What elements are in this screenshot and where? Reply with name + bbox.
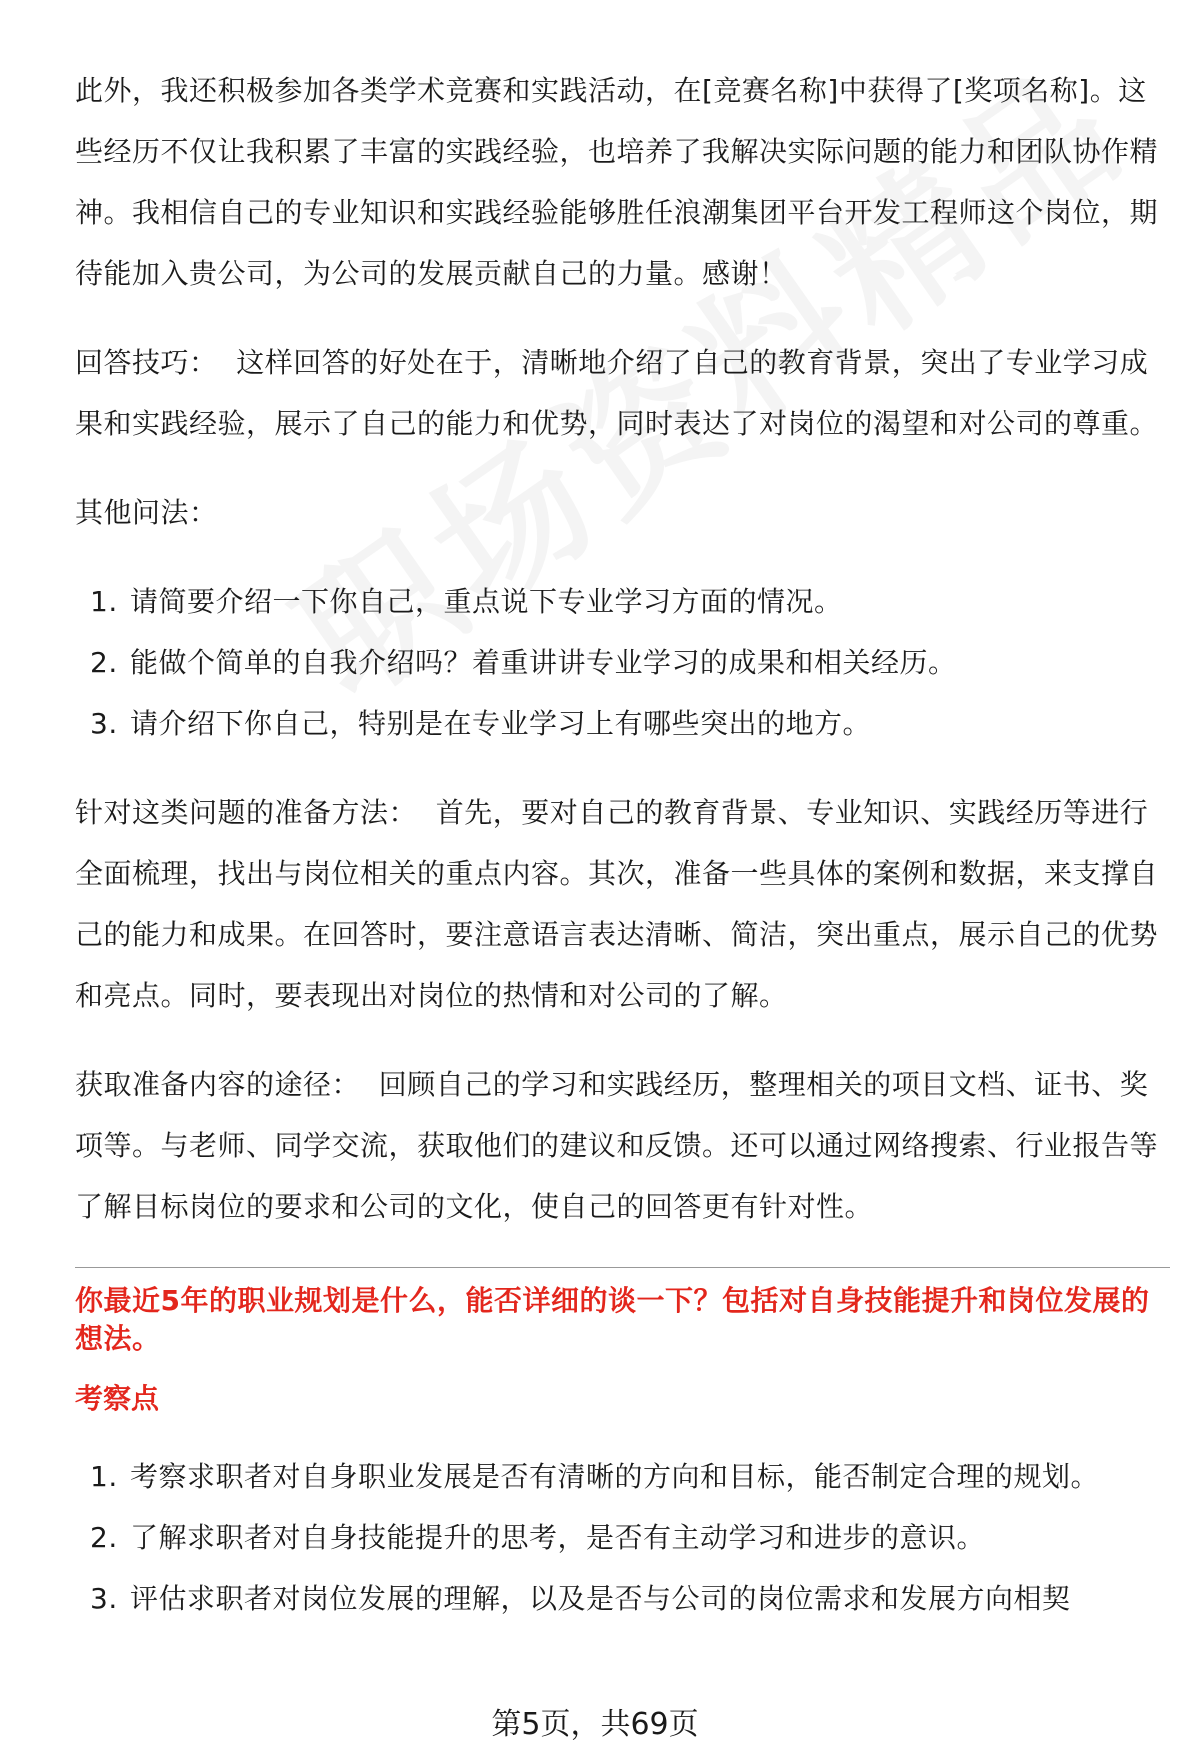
paragraph-intro-ending: 此外，我还积极参加各类学术竞赛和实践活动，在[竞赛名称]中获得了[奖项名称]。这些经历不仅让我积累了丰富的实践经验，也培养了我解决实际问题的能力和团队协作精神。我相信自己的专业知识和实践经验能够胜任浪潮集团平台开发工程师这个岗位，期待能加入贵公司，为公司的发展贡献自己的力量。感谢！ bbox=[75, 74, 1159, 290]
list-item-text: 请介绍下你自己，特别是在专业学习上有哪些突出的地方。 bbox=[130, 707, 872, 740]
page-number-footer: 第5页，共69页 bbox=[491, 1707, 699, 1742]
list-item-number: 2. bbox=[90, 1521, 118, 1554]
list-item-number: 1. bbox=[90, 1460, 118, 1493]
paragraph-preparation-method: 针对这类问题的准备方法： 首先，要对自己的教育背景、专业知识、实践经历等进行全面梳理，找出与岗位相关的重点内容。其次，准备一些具体的案例和数据，来支撑自己的能力和成果。在回答时，要注意语言表达清晰、简洁，突出重点，展示自己的优势和亮点。同时，要表现出对岗位的热情和对公司的了解。 bbox=[75, 796, 1159, 1012]
list-item-number: 1. bbox=[90, 585, 118, 618]
question-heading: 你最近5年的职业规划是什么，能否详细的谈一下？包括对自身技能提升和岗位发展的想法。 bbox=[75, 1284, 1150, 1355]
list-item-text: 了解求职者对自身技能提升的思考，是否有主动学习和进步的意识。 bbox=[130, 1521, 986, 1554]
paragraph-answer-tips: 回答技巧： 这样回答的好处在于，清晰地介绍了自己的教育背景，突出了专业学习成果和实践经验，展示了自己的能力和优势，同时表达了对岗位的渴望和对公司的尊重。 bbox=[75, 346, 1159, 440]
list-item-number: 3. bbox=[90, 1582, 118, 1615]
list-item bbox=[75, 632, 1175, 693]
other-questions-list bbox=[75, 571, 1175, 754]
list-item bbox=[75, 1507, 1175, 1568]
section-title-key-points: 考察点 bbox=[75, 1382, 160, 1415]
section-divider bbox=[75, 1267, 1170, 1268]
list-item-number: 3. bbox=[90, 707, 118, 740]
paragraph-preparation-sources: 获取准备内容的途径： 回顾自己的学习和实践经历，整理相关的项目文档、证书、奖项等。与老师、同学交流，获取他们的建议和反馈。还可以通过网络搜索、行业报告等了解目标岗位的要求和公司的文化，使自己的回答更有针对性。 bbox=[75, 1068, 1159, 1223]
key-points-list bbox=[75, 1446, 1175, 1629]
list-item-text: 评估求职者对岗位发展的理解，以及是否与公司的岗位需求和发展方向相契 bbox=[130, 1582, 1071, 1615]
list-item bbox=[75, 693, 1175, 754]
list-item-number: 2. bbox=[90, 646, 118, 679]
page-content bbox=[75, 60, 1175, 1657]
list-item-text: 考察求职者对自身职业发展是否有清晰的方向和目标，能否制定合理的规划。 bbox=[130, 1460, 1100, 1493]
list-item-text: 能做个简单的自我介绍吗？着重讲讲专业学习的成果和相关经历。 bbox=[130, 646, 957, 679]
list-item bbox=[75, 571, 1175, 632]
list-item bbox=[75, 1568, 1175, 1629]
paragraph-other-questions-label: 其他问法： bbox=[75, 496, 218, 529]
list-item bbox=[75, 1446, 1175, 1507]
list-item-text: 请简要介绍一下你自己，重点说下专业学习方面的情况。 bbox=[130, 585, 843, 618]
